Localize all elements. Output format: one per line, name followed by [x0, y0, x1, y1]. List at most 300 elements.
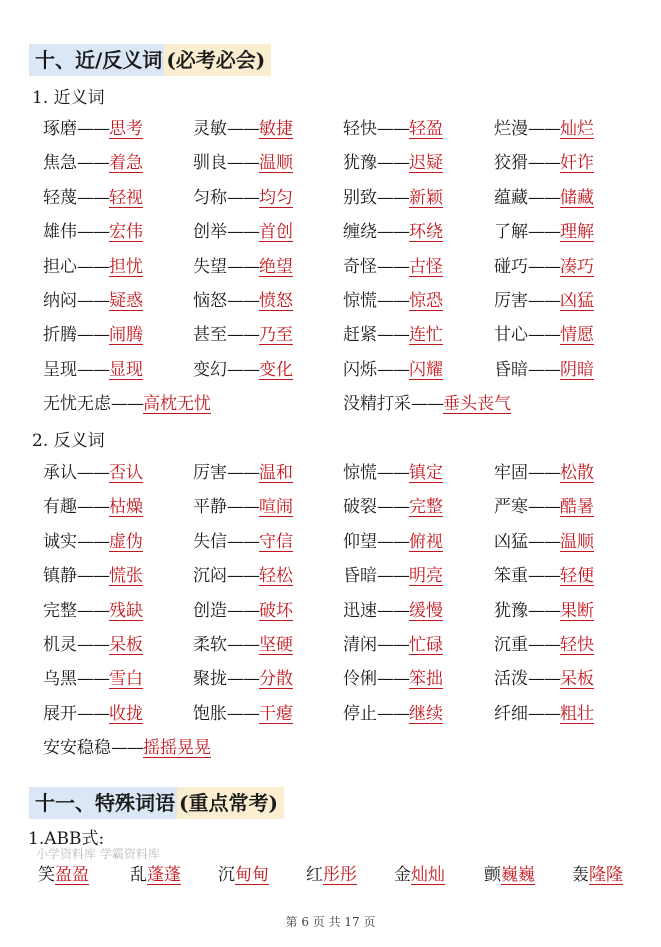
- answer-word: 坚硬: [259, 635, 293, 655]
- word: 失信: [193, 531, 227, 552]
- answer-word: 理解: [560, 222, 594, 243]
- word-pair: [343, 151, 443, 175]
- answer-word: 俯视: [409, 531, 443, 552]
- word: 蕴藏: [494, 187, 528, 208]
- abb-char: 沉: [218, 865, 235, 885]
- abb-char: 笑: [38, 865, 55, 885]
- section-title-paren: (必考必会): [164, 44, 271, 76]
- answer-word: 轻盈: [409, 119, 443, 139]
- word-pair: [193, 495, 293, 519]
- word: 厉害: [494, 291, 528, 311]
- answer-word: 继续: [409, 703, 443, 724]
- word-pair: [343, 495, 443, 519]
- abb-answer: 盈盈: [55, 865, 89, 885]
- word-pair: [43, 220, 143, 244]
- word-pair: [494, 289, 594, 313]
- dash: ——: [377, 600, 409, 621]
- answer-word: 新颖: [409, 187, 443, 208]
- abb-answer: 隆隆: [589, 865, 623, 885]
- word: 承认: [43, 463, 77, 483]
- word: 破裂: [343, 497, 377, 518]
- answer-word: 轻便: [560, 566, 594, 587]
- abb-char: 乱: [130, 865, 147, 885]
- word: 匀称: [193, 187, 227, 208]
- word: 琢磨: [43, 119, 77, 139]
- word-pair: [494, 117, 594, 141]
- dash: ——: [528, 153, 560, 174]
- answer-word: 轻视: [109, 187, 143, 208]
- dash: ——: [227, 531, 259, 552]
- answer-word: 凑巧: [560, 256, 594, 277]
- abb-heading: 1.ABB式:: [28, 829, 105, 849]
- answer-word: 果断: [560, 600, 594, 621]
- answer-word: 明亮: [409, 566, 443, 587]
- word: 机灵: [43, 635, 77, 655]
- abb-item: [38, 862, 89, 888]
- answer-word: 分散: [259, 669, 293, 690]
- word-pair: [494, 461, 594, 485]
- word-pair: [343, 392, 511, 416]
- answer-word: 干瘪: [259, 703, 293, 724]
- word-pair: [43, 255, 143, 279]
- dash: ——: [528, 635, 560, 655]
- answer-word: 乃至: [259, 325, 293, 346]
- answer-word: 呆板: [109, 635, 143, 655]
- dash: ——: [227, 669, 259, 690]
- abb-item: [130, 862, 181, 888]
- word-pair: [494, 255, 594, 279]
- answer-word: 闹腾: [109, 325, 143, 346]
- word-pair: [494, 323, 594, 347]
- dash: ——: [227, 153, 259, 174]
- dash: ——: [528, 497, 560, 518]
- word: 犹豫: [494, 600, 528, 621]
- word: 缠绕: [343, 222, 377, 243]
- answer-word: 闪耀: [409, 359, 443, 380]
- dash: ——: [77, 222, 109, 243]
- answer-word: 宏伟: [109, 222, 143, 243]
- section-title-main: 十、近/反义词: [29, 44, 164, 76]
- dash: ——: [77, 463, 109, 483]
- word: 纤细: [494, 703, 528, 724]
- answer-word: 连忙: [409, 325, 443, 346]
- abb-item: [306, 862, 357, 888]
- word: 驯良: [193, 153, 227, 174]
- answer-word: 温和: [259, 463, 293, 483]
- answer-word: 凶猛: [560, 291, 594, 311]
- abb-char: 轰: [572, 865, 589, 885]
- abb-answer: 彤彤: [323, 865, 357, 885]
- answer-word: 摇摇晃晃: [143, 738, 211, 759]
- word-pair: [494, 495, 594, 519]
- word: 昏暗: [343, 566, 377, 587]
- word-pair: [193, 702, 293, 726]
- dash: ——: [227, 291, 259, 311]
- word-pair: [343, 530, 443, 554]
- word: 活泼: [494, 669, 528, 690]
- answer-word: 垂头丧气: [443, 394, 511, 415]
- word: 失望: [193, 256, 227, 277]
- dash: ——: [227, 119, 259, 139]
- word: 完整: [43, 600, 77, 621]
- dash: ——: [227, 635, 259, 655]
- watermark: 小学资料库 学霸资料库: [36, 847, 160, 861]
- word-pair: [343, 599, 443, 623]
- answer-word: 温顺: [259, 153, 293, 174]
- dash: ——: [377, 703, 409, 724]
- word: 厉害: [193, 463, 227, 483]
- word: 凶猛: [494, 531, 528, 552]
- word-pair: [343, 117, 443, 141]
- answer-word: 呆板: [560, 669, 594, 690]
- word: 创举: [193, 222, 227, 243]
- word: 纳闷: [43, 291, 77, 311]
- word: 别致: [343, 187, 377, 208]
- word: 昏暗: [494, 359, 528, 380]
- answer-word: 着急: [109, 153, 143, 174]
- dash: ——: [528, 463, 560, 483]
- section-title-main: 十一、特殊词语: [29, 787, 177, 819]
- word-pair: [193, 564, 293, 588]
- dash: ——: [377, 635, 409, 655]
- dash: ——: [77, 669, 109, 690]
- answer-word: 温顺: [560, 531, 594, 552]
- word-pair: [43, 530, 143, 554]
- dash: ——: [77, 497, 109, 518]
- dash: ——: [77, 153, 109, 174]
- abb-char: 红: [306, 865, 323, 885]
- word-pair: [193, 151, 293, 175]
- word: 安安稳稳: [43, 738, 111, 759]
- abb-char: 金: [394, 865, 411, 885]
- dash: ——: [377, 359, 409, 380]
- word-pair: [343, 667, 443, 691]
- dash: ——: [77, 703, 109, 724]
- word: 恼怒: [193, 291, 227, 311]
- word: 平静: [193, 497, 227, 518]
- word-pair: [43, 117, 143, 141]
- word-pair: [343, 633, 443, 657]
- word: 饱胀: [193, 703, 227, 724]
- word-pair: [193, 667, 293, 691]
- answer-word: 收拢: [109, 703, 143, 724]
- word: 乌黑: [43, 669, 77, 690]
- answer-word: 酷暑: [560, 497, 594, 518]
- section-title-10: [29, 44, 271, 76]
- word: 奇怪: [343, 256, 377, 277]
- answer-word: 显现: [109, 359, 143, 380]
- word: 停止: [343, 703, 377, 724]
- word-pair: [193, 289, 293, 313]
- dash: ——: [77, 635, 109, 655]
- word: 镇静: [43, 566, 77, 587]
- word: 变幻: [193, 359, 227, 380]
- abb-answer: 巍巍: [501, 865, 535, 885]
- answer-word: 笨拙: [409, 669, 443, 690]
- word: 有趣: [43, 497, 77, 518]
- answer-word: 担忧: [109, 256, 143, 277]
- dash: ——: [227, 325, 259, 346]
- dash: ——: [377, 119, 409, 139]
- word-pair: [494, 702, 594, 726]
- dash: ——: [528, 119, 560, 139]
- dash: ——: [377, 153, 409, 174]
- word-pair: [193, 186, 293, 210]
- answer-word: 否认: [109, 463, 143, 483]
- dash: ——: [377, 497, 409, 518]
- abb-item: [394, 862, 445, 888]
- word-pair: [494, 564, 594, 588]
- dash: ——: [227, 703, 259, 724]
- word-pair: [43, 736, 211, 760]
- word: 甘心: [494, 325, 528, 346]
- word: 闪烁: [343, 359, 377, 380]
- word: 沉闷: [193, 566, 227, 587]
- word-pair: [43, 186, 143, 210]
- answer-word: 轻快: [560, 635, 594, 655]
- word-pair: [193, 633, 293, 657]
- word: 甚至: [193, 325, 227, 346]
- dash: ——: [377, 566, 409, 587]
- word: 惊慌: [343, 463, 377, 483]
- dash: ——: [377, 187, 409, 208]
- word-pair: [193, 220, 293, 244]
- answer-word: 灿烂: [560, 119, 594, 139]
- word: 犹豫: [343, 153, 377, 174]
- word-pair: [43, 151, 143, 175]
- word-pair: [343, 564, 443, 588]
- word: 轻快: [343, 119, 377, 139]
- word: 聚拢: [193, 669, 227, 690]
- dash: ——: [528, 703, 560, 724]
- word-pair: [43, 564, 143, 588]
- dash: ——: [377, 463, 409, 483]
- dash: ——: [227, 463, 259, 483]
- word: 严寒: [494, 497, 528, 518]
- word: 柔软: [193, 635, 227, 655]
- word-pair: [343, 461, 443, 485]
- dash: ——: [111, 738, 143, 759]
- word-pair: [43, 633, 143, 657]
- word: 雄伟: [43, 222, 77, 243]
- dash: ——: [77, 531, 109, 552]
- word-pair: [193, 358, 293, 382]
- answer-word: 轻松: [259, 566, 293, 587]
- answer-word: 惊恐: [409, 291, 443, 311]
- abb-answer: 甸甸: [235, 865, 269, 885]
- section-title-11: [29, 787, 284, 819]
- word: 展开: [43, 703, 77, 724]
- word: 无忧无虑: [43, 394, 111, 415]
- dash: ——: [528, 566, 560, 587]
- dash: ——: [411, 394, 443, 415]
- word: 呈现: [43, 359, 77, 380]
- word-pair: [43, 323, 143, 347]
- word-pair: [43, 461, 143, 485]
- word: 灵敏: [193, 119, 227, 139]
- word-pair: [494, 667, 594, 691]
- synonyms-heading: 1. 近义词: [32, 88, 105, 108]
- dash: ——: [528, 256, 560, 277]
- word-pair: [343, 358, 443, 382]
- word: 烂漫: [494, 119, 528, 139]
- answer-word: 愤怒: [259, 291, 293, 311]
- answer-word: 储藏: [560, 187, 594, 208]
- dash: ——: [227, 600, 259, 621]
- answer-word: 粗壮: [560, 703, 594, 724]
- word-pair: [343, 289, 443, 313]
- word-pair: [343, 186, 443, 210]
- section-title-paren: (重点常考): [177, 787, 284, 819]
- word: 创造: [193, 600, 227, 621]
- answer-word: 慌张: [109, 566, 143, 587]
- word-pair: [193, 599, 293, 623]
- answer-word: 古怪: [409, 256, 443, 277]
- dash: ——: [377, 325, 409, 346]
- word-pair: [193, 117, 293, 141]
- word: 惊慌: [343, 291, 377, 311]
- answer-word: 均匀: [259, 187, 293, 208]
- word: 仰望: [343, 531, 377, 552]
- word: 伶俐: [343, 669, 377, 690]
- dash: ——: [528, 359, 560, 380]
- abb-char: 颤: [484, 865, 501, 885]
- word-pair: [343, 323, 443, 347]
- dash: ——: [528, 669, 560, 690]
- word-pair: [193, 323, 293, 347]
- word: 牢固: [494, 463, 528, 483]
- dash: ——: [77, 325, 109, 346]
- answer-word: 首创: [259, 222, 293, 243]
- word: 诚实: [43, 531, 77, 552]
- antonyms-heading: 2. 反义词: [32, 431, 105, 451]
- answer-word: 虚伪: [109, 531, 143, 552]
- dash: ——: [227, 566, 259, 587]
- answer-word: 枯燥: [109, 497, 143, 518]
- dash: ——: [77, 566, 109, 587]
- answer-word: 喧闹: [259, 497, 293, 518]
- answer-word: 疑惑: [109, 291, 143, 311]
- word-pair: [43, 702, 143, 726]
- word: 赶紧: [343, 325, 377, 346]
- word: 迅速: [343, 600, 377, 621]
- word-pair: [193, 255, 293, 279]
- dash: ——: [77, 359, 109, 380]
- word-pair: [494, 151, 594, 175]
- answer-word: 松散: [560, 463, 594, 483]
- dash: ——: [77, 256, 109, 277]
- dash: ——: [528, 600, 560, 621]
- abb-item: [572, 862, 623, 888]
- word: 笨重: [494, 566, 528, 587]
- dash: ——: [528, 187, 560, 208]
- dash: ——: [227, 256, 259, 277]
- word-pair: [43, 599, 143, 623]
- word-pair: [43, 358, 143, 382]
- dash: ——: [528, 531, 560, 552]
- abb-item: [484, 862, 535, 888]
- dash: ——: [377, 291, 409, 311]
- word-pair: [494, 186, 594, 210]
- word: 轻蔑: [43, 187, 77, 208]
- word-pair: [343, 220, 443, 244]
- dash: ——: [77, 119, 109, 139]
- answer-word: 敏捷: [259, 119, 293, 139]
- abb-answer: 蓬蓬: [147, 865, 181, 885]
- answer-word: 思考: [109, 119, 143, 139]
- answer-word: 完整: [409, 497, 443, 518]
- answer-word: 雪白: [109, 669, 143, 690]
- dash: ——: [377, 222, 409, 243]
- word-pair: [43, 392, 211, 416]
- answer-word: 迟疑: [409, 153, 443, 174]
- word-pair: [343, 702, 443, 726]
- word: 焦急: [43, 153, 77, 174]
- dash: ——: [77, 187, 109, 208]
- answer-word: 缓慢: [409, 600, 443, 621]
- dash: ——: [377, 531, 409, 552]
- answer-word: 情愿: [560, 325, 594, 346]
- word: 了解: [494, 222, 528, 243]
- word: 清闲: [343, 635, 377, 655]
- abb-answer: 灿灿: [411, 865, 445, 885]
- word-pair: [494, 530, 594, 554]
- dash: ——: [528, 222, 560, 243]
- word-pair: [43, 495, 143, 519]
- word-pair: [494, 358, 594, 382]
- answer-word: 奸诈: [560, 153, 594, 174]
- dash: ——: [528, 291, 560, 311]
- dash: ——: [77, 600, 109, 621]
- word: 狡猾: [494, 153, 528, 174]
- word-pair: [193, 530, 293, 554]
- word-pair: [494, 220, 594, 244]
- word: 担心: [43, 256, 77, 277]
- answer-word: 破坏: [259, 600, 293, 621]
- dash: ——: [227, 497, 259, 518]
- word: 碰巧: [494, 256, 528, 277]
- dash: ——: [77, 291, 109, 311]
- dash: ——: [528, 325, 560, 346]
- answer-word: 阴暗: [560, 359, 594, 380]
- word-pair: [494, 599, 594, 623]
- dash: ——: [227, 222, 259, 243]
- answer-word: 高枕无忧: [143, 394, 211, 415]
- word-pair: [494, 633, 594, 657]
- word-pair: [43, 289, 143, 313]
- word: 没精打采: [343, 394, 411, 415]
- dash: ——: [377, 669, 409, 690]
- dash: ——: [227, 187, 259, 208]
- answer-word: 变化: [259, 359, 293, 380]
- answer-word: 忙碌: [409, 635, 443, 655]
- word-pair: [43, 667, 143, 691]
- page-footer: 第 6 页 共 17 页: [285, 915, 376, 929]
- dash: ——: [377, 256, 409, 277]
- dash: ——: [227, 359, 259, 380]
- answer-word: 守信: [259, 531, 293, 552]
- answer-word: 镇定: [409, 463, 443, 483]
- word-pair: [343, 255, 443, 279]
- answer-word: 残缺: [109, 600, 143, 621]
- answer-word: 绝望: [259, 256, 293, 277]
- word: 折腾: [43, 325, 77, 346]
- answer-word: 环绕: [409, 222, 443, 243]
- dash: ——: [111, 394, 143, 415]
- word: 沉重: [494, 635, 528, 655]
- abb-item: [218, 862, 269, 888]
- word-pair: [193, 461, 293, 485]
